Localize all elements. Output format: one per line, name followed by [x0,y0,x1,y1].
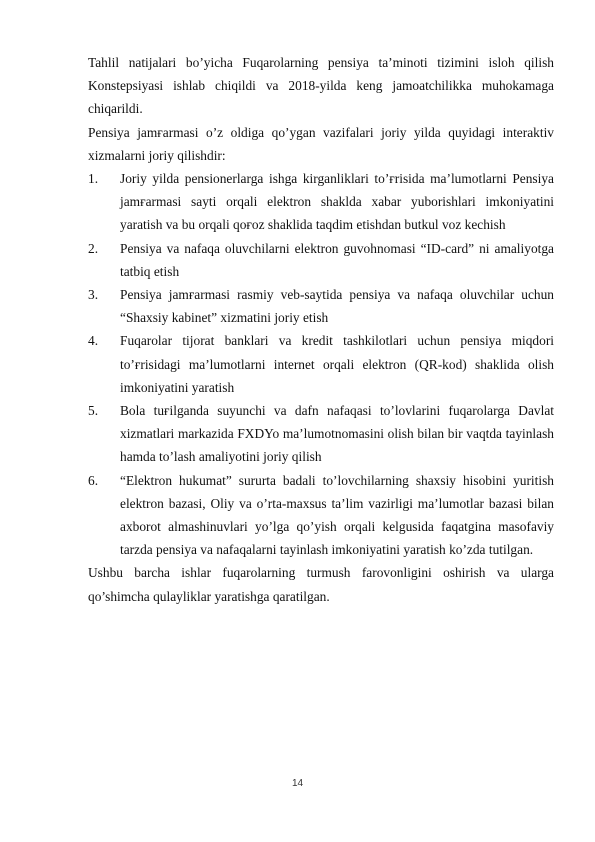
list-item-text: Fuqarolar tijorat banklari va kredit tashkilotlari uchun pensiya miqdori to’ғrisidagi ma’lumotlarni internet orqali elektron (QR-kod) shaklida olish imkoniyatini yaratish [120,333,554,395]
list-item-text: Pensiya va nafaqa oluvchilarni elektron guvohnomasi “ID-card” ni amaliyotga tatbiq etish [120,240,554,279]
body-text [88,51,554,608]
list-item-text: Bola tuғilganda suyunchi va dafn nafaqasi to’lovlarini fuqarolarga Davlat xizmatlari markazida FXDYo ma’lumotnomasini olish bilan bir vaqtda tayinlash hamda to’lash amaliyotini joriy qilish [120,403,554,465]
list-item-text: Joriy yilda pensionerlarga ishga kirganliklari to’ғrisida ma’lumotlarni Pensiya jamғarmasi sayti orqali elektron shaklda xabar yuborishlari imkoniyatini yaratish va bu orqali qoғoz shaklida taqdim etishdan butkul voz kechish [120,171,554,233]
closing-paragraph: Ushbu barcha ishlar fuqarolarning turmush farovonligini oshirish va ularga qo’shimcha qulayliklar yaratishga qaratilgan. [88,565,554,604]
list-item-number: 1. [88,171,99,187]
list-item-number: 5. [88,403,99,419]
page-number: 14 [291,778,304,789]
intro-paragraph: Tahlil natijalari bo’yicha Fuqarolarning pensiya ta’minoti tizimini isloh qilish Konstepsiyasi ishlab chiqildi va 2018-yilda keng jamoatchilikka muhokamaga chiqarildi. [88,55,554,117]
list-item-number: 4. [88,333,99,349]
list-item-2 [88,237,554,283]
list-item-number: 3. [88,287,99,303]
list-item-4 [88,329,554,399]
tasks-paragraph: Pensiya jamғarmasi o’z oldiga qo’ygan vazifalari joriy yilda quyidagi interaktiv xizmalarni joriy qilishdir: [88,124,554,163]
list-item-number: 2. [88,240,99,256]
list-item-text: Pensiya jamғarmasi rasmiy veb-saytida pensiya va nafaqa oluvchilar uchun “Shaxsiy kabinet” xizmatini joriy etish [120,287,554,326]
list-item-3 [88,283,554,329]
list-item-number: 6. [88,472,99,488]
list-item-1 [88,167,554,237]
list-item-text: “Elektron hukumat” sururta badali to’lovchilarning shaxsiy hisobini yuritish elektron bazasi, Oliy va o’rta-maxsus ta’lim vazirligi ma’lumotlar bazasi bilan axborot almashinuvlari yo’lga qo’yish orqali kelgusida faqatgina masofaviy tarzda pensiya va nafaqalarni tayinlash imkoniyatini yaratish ko’zda tutilgan. [120,472,554,558]
list-item-6 [88,469,554,562]
list-item-5 [88,399,554,469]
